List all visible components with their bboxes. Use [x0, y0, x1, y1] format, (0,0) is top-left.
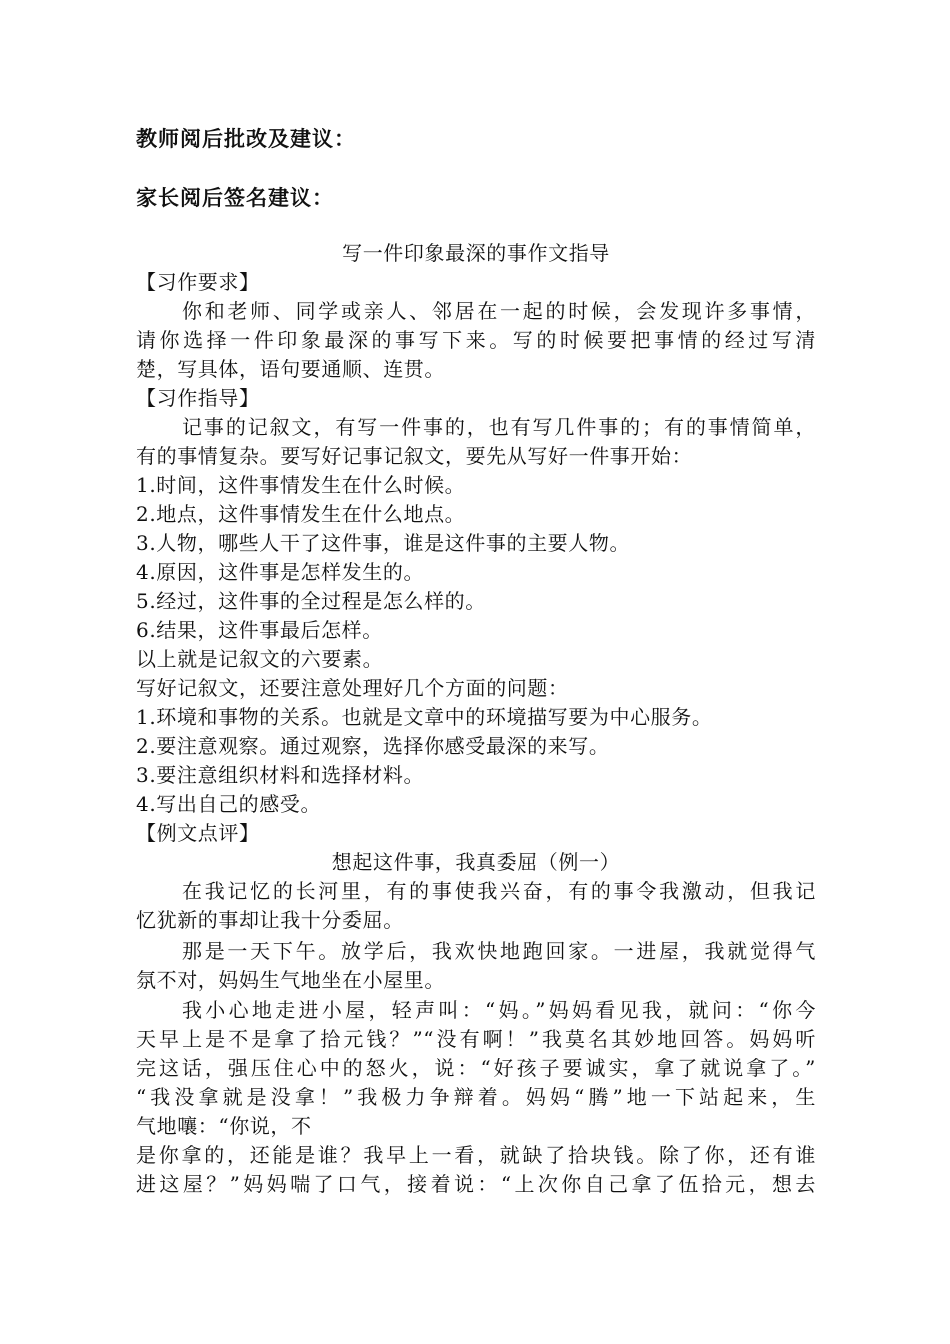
- requirement-line: 你和老师、同学或亲人、邻居在一起的时候，会发现许多事情，: [182, 299, 816, 323]
- tip-item: 2.要注意观察。通过观察，选择你感受最深的来写。: [136, 734, 610, 758]
- example-paragraph-line: 忆犹新的事却让我十分委屈。: [136, 908, 404, 932]
- parent-signature-header: 家长阅后签名建议：: [136, 186, 334, 210]
- example-paragraph-line: 完这话，强压住心中的怒火，说：“好孩子要诚实，拿了就说拿了。”: [136, 1056, 816, 1080]
- example-title: 想起这件事，我真委屈（例一）: [331, 850, 621, 874]
- section-example-heading: 【例文点评】: [136, 821, 260, 845]
- element-item: 2.地点，这件事情发生在什么地点。: [136, 502, 466, 526]
- doc-title: 写一件印象最深的事作文指导: [342, 241, 610, 265]
- requirement-line: 楚，写具体，语句要通顺、连贯。: [136, 357, 445, 381]
- element-item: 4.原因，这件事是怎样发生的。: [136, 560, 425, 584]
- example-paragraph-line: 是你拿的，还能是谁？我早上一看，就缺了拾块钱。除了你，还有谁: [136, 1143, 816, 1167]
- tip-item: 1.环境和事物的关系。也就是文章中的环境描写要为中心服务。: [136, 705, 713, 729]
- tips-intro: 写好记叙文，还要注意处理好几个方面的问题：: [136, 676, 569, 700]
- example-paragraph-line: 我小心地走进小屋，轻声叫：“妈。”妈妈看见我，就问：“你今: [182, 998, 816, 1022]
- guidance-line: 记事的记叙文，有写一件事的，也有写几件事的；有的事情简单，: [182, 415, 816, 439]
- example-paragraph-line: 天早上是不是拿了拾元钱？”“没有啊！”我莫名其妙地回答。妈妈听: [136, 1027, 816, 1051]
- example-paragraph-line: 气地嚷：“你说，不: [136, 1114, 312, 1138]
- example-paragraph-line: 在我记忆的长河里，有的事使我兴奋，有的事令我激动，但我记: [182, 879, 816, 903]
- element-item: 1.时间，这件事情发生在什么时候。: [136, 473, 466, 497]
- tip-item: 4.写出自己的感受。: [136, 792, 322, 816]
- element-item: 3.人物，哪些人干了这件事，谁是这件事的主要人物。: [136, 531, 631, 555]
- example-paragraph-line: “我没拿就是没拿！”我极力争辩着。妈妈“腾”地一下站起来，生: [136, 1085, 816, 1109]
- element-item: 6.结果，这件事最后怎样。: [136, 618, 383, 642]
- teacher-comment-header: 教师阅后批改及建议：: [136, 127, 356, 151]
- element-item: 5.经过，这件事的全过程是怎么样的。: [136, 589, 486, 613]
- example-paragraph-line: 氛不对，妈妈生气地坐在小屋里。: [136, 968, 445, 992]
- guidance-line: 有的事情复杂。要写好记事记叙文，要先从写好一件事开始：: [136, 444, 693, 468]
- example-paragraph-line: 进这屋？”妈妈喘了口气，接着说：“上次你自己拿了伍拾元，想去: [136, 1172, 816, 1196]
- requirement-line: 请你选择一件印象最深的事写下来。写的时候要把事情的经过写清: [136, 328, 816, 352]
- elements-summary: 以上就是记叙文的六要素。: [136, 647, 384, 671]
- tip-item: 3.要注意组织材料和选择材料。: [136, 763, 425, 787]
- section-requirement-heading: 【习作要求】: [136, 270, 260, 294]
- example-paragraph-line: 那是一天下午。放学后，我欢快地跑回家。一进屋，我就觉得气: [182, 939, 816, 963]
- section-guidance-heading: 【习作指导】: [136, 386, 260, 410]
